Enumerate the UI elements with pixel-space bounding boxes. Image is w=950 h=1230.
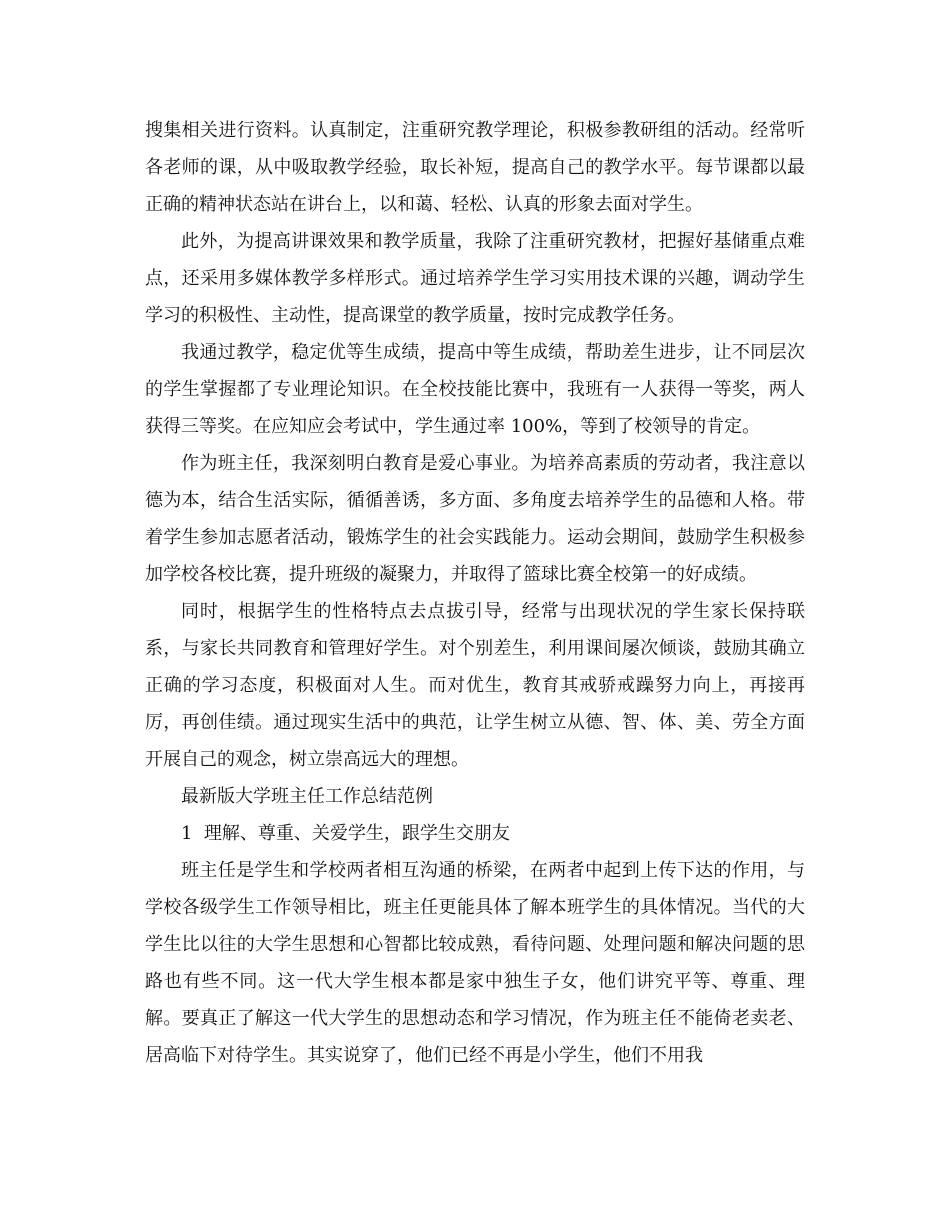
paragraph-understanding-students: 班主任是学生和学校两者相互沟通的桥梁，在两者中起到上传下达的作用，与学校各级学生工作领导相比，班主任更能具体了解本班学生的具体情况。当代的大学生比以往的大学生思想和心智都比较成熟，看待问题、处理问题和解决问题的思路也有些不同。这一代大学生根本都是家中独生子女，他们讲究平等、尊重、理解。要真正了解这一代大学生的思想动态和学习情况，作为班主任不能倚老卖老、居高临下对待学生。其实说穿了，他们已经不再是小学生，他们不用我: [145, 860, 805, 1066]
subsection-heading: 1 理解、尊重、关爱学生，跟学生交朋友: [181, 823, 510, 844]
paragraph-teaching-methods: 此外，为提高讲课效果和教学质量，我除了注重研究教材，把握好基储重点难点，还采用多媒体教学多样形式。通过培养学生学习实用技术课的兴趣，调动学生学习的积极性、主动性，提高课堂的教学质量，按时完成教学任务。: [145, 231, 805, 326]
paragraph-class-teacher-role: 作为班主任，我深刻明白教育是爱心事业。为培养高素质的劳动者，我注意以德为本，结合生活实际，循循善诱，多方面、多角度去培养学生的品德和人格。带着学生参加志愿者活动，锻炼学生的社会实践能力。运动会期间，鼓励学生积极参加学校各校比赛，提升班级的凝聚力，并取得了篮球比赛全校第一的好成绩。: [145, 453, 805, 585]
paragraph-teaching-results: 我通过教学，稳定优等生成绩，提高中等生成绩，帮助差生进步，让不同层次的学生掌握都了专业理论知识。在全校技能比赛中，我班有一人获得一等奖，两人获得三等奖。在应知应会考试中，学生通过率 100%，等到了校领导的肯定。: [145, 342, 805, 437]
section-heading: 最新版大学班主任工作总结范例: [181, 786, 433, 807]
paragraph-parent-communication: 同时，根据学生的性格特点去点拔引导，经常与出现状况的学生家长保持联系，与家长共同教育和管理好学生。对个别差生，利用课间屡次倾谈，鼓励其确立正确的学习态度，积极面对人生。而对优生，教育其戒骄戒躁努力向上，再接再厉，再创佳绩。通过现实生活中的典范，让学生树立从德、智、体、美、劳全方面开展自己的观念，树立崇高远大的理想。: [145, 601, 805, 770]
paragraph-continuation: 搜集相关进行资料。认真制定，注重研究教学理论，积极参教研组的活动。经常听各老师的课，从中吸取教学经验，取长补短，提高自己的教学水平。每节课都以最正确的精神状态站在讲台上，以和蔼、轻松、认真的形象去面对学生。: [145, 120, 805, 215]
document-body: [145, 112, 805, 1074]
